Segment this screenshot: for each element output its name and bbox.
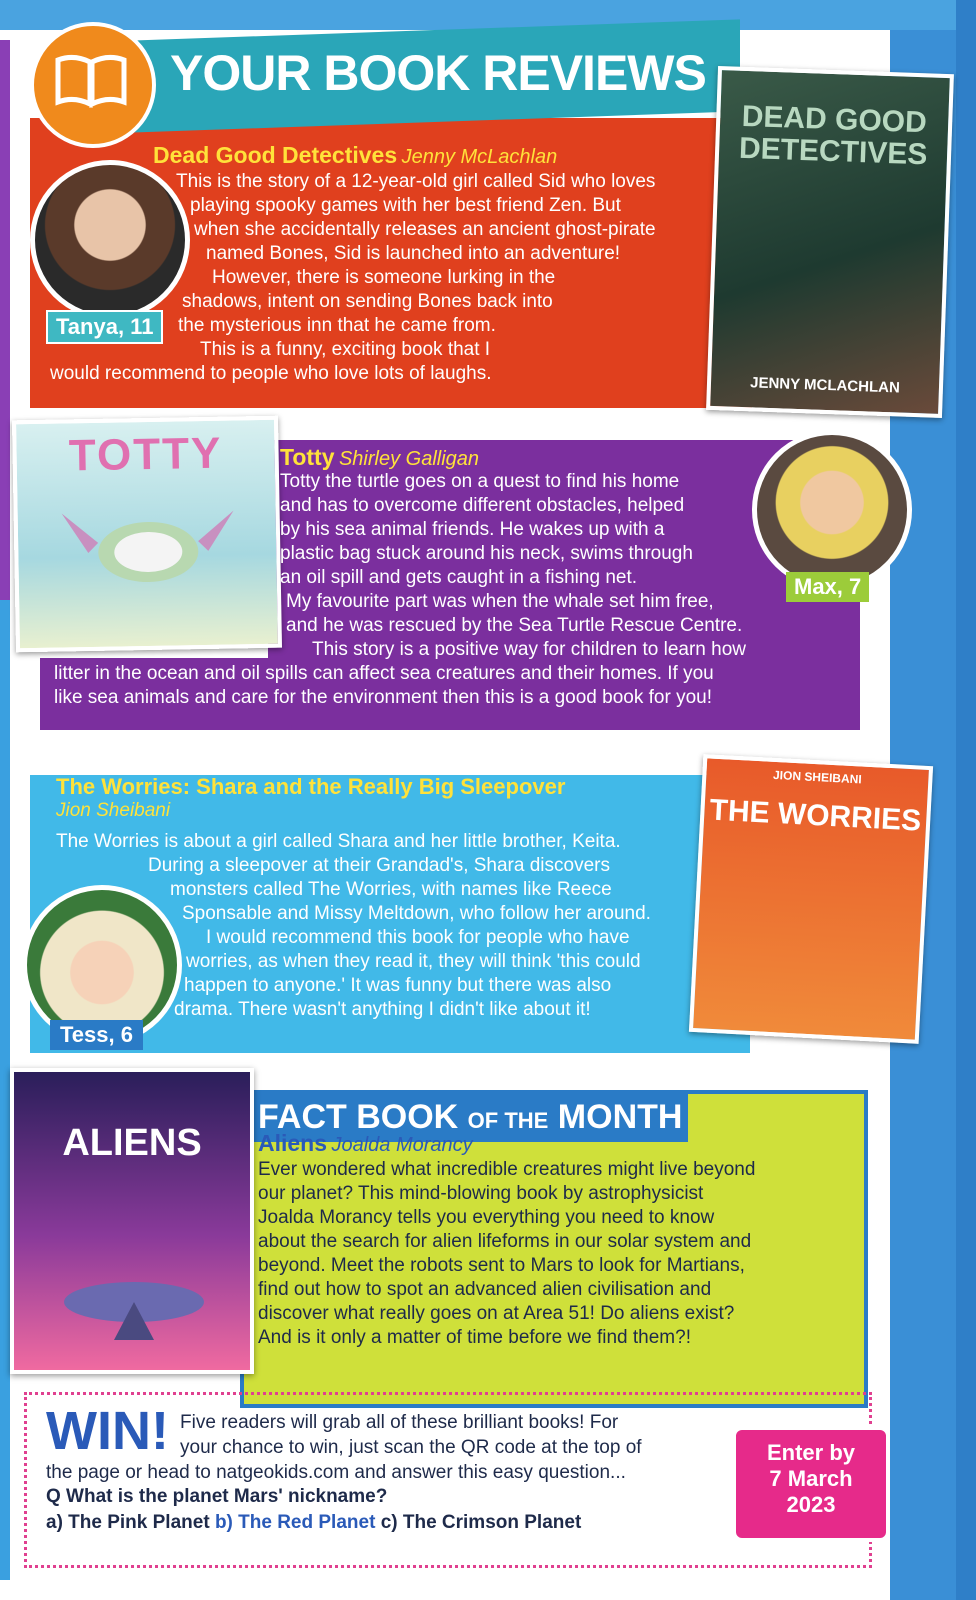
- fact-book-text: [258, 1158, 848, 1350]
- answer-option-c[interactable]: c) The Crimson Planet: [380, 1512, 582, 1533]
- reviewer-photo-max: [752, 430, 912, 590]
- reviewer-tag: Max, 7: [786, 572, 869, 602]
- reviewer-tag: Tess, 6: [50, 1020, 143, 1050]
- book-heading: [153, 142, 557, 169]
- review-line: litter in the ocean and oil spills can affect sea creatures and their homes. If you: [54, 663, 714, 684]
- review-text: [280, 470, 760, 662]
- cover-title: DEAD GOOD DETECTIVES: [738, 99, 928, 172]
- turtle-illustration: [57, 490, 239, 603]
- answer-option-a[interactable]: a) The Pink Planet: [46, 1512, 210, 1533]
- top-strip: [0, 0, 976, 30]
- review-line: I would recommend this book for people who have: [206, 927, 630, 948]
- review-line: and has to overcome different obstacles, helped: [280, 495, 685, 516]
- page-title: YOUR BOOK REVIEWS: [170, 45, 706, 101]
- review-line: This story is a positive way for children to learn how: [312, 639, 747, 660]
- review-line: worries, as when they read it, they will think 'this could: [186, 951, 641, 972]
- book-author: Jenny McLachlan: [401, 146, 558, 168]
- review-line: like sea animals and care for the environment then this is a good book for you!: [54, 687, 712, 708]
- review-line: The Worries is about a girl called Shara and her little brother, Keita.: [56, 831, 621, 852]
- reviewer-tag: Tanya, 11: [46, 310, 163, 344]
- competition-line: the page or head to natgeokids.com and answer this easy question...: [46, 1462, 626, 1483]
- book-cover-aliens: [10, 1068, 254, 1374]
- left-edge: [0, 40, 10, 600]
- cover-author: JENNY MCLACHLAN: [749, 374, 901, 397]
- fact-line: discover what really goes on at Area 51! Do aliens exist?: [258, 1303, 735, 1324]
- enter-by-year: 2023: [786, 1492, 836, 1517]
- review-line: However, there is someone lurking in the: [212, 267, 556, 288]
- book-title: Aliens: [258, 1130, 328, 1156]
- banner-text: MONTH: [557, 1098, 683, 1136]
- review-line: monsters called The Worries, with names like Reece: [170, 879, 612, 900]
- answer-option-b[interactable]: b) The Red Planet: [214, 1512, 376, 1533]
- fact-line: Joalda Morancy tells you everything you need to know: [258, 1207, 715, 1228]
- competition-line: Five readers will grab all of these brilliant books! For: [180, 1412, 619, 1433]
- competition-answers: [46, 1512, 581, 1534]
- banner-text: FACT BOOK: [258, 1098, 459, 1136]
- book-title: The Worries: Shara and the Really Big Sleepover: [56, 774, 566, 799]
- book-cover-the-worries: [689, 754, 933, 1044]
- review-line: My favourite part was when the whale set him free,: [286, 591, 714, 612]
- review-line: would recommend to people who love lots of laughs.: [50, 363, 492, 384]
- review-line: happen to anyone.' It was funny but there was also: [184, 975, 612, 996]
- review-line: plastic bag stuck around his neck, swims through: [280, 543, 693, 564]
- open-book-icon: [54, 52, 128, 108]
- competition-line: your chance to win, just scan the QR code at the top of: [180, 1437, 642, 1458]
- review-line: the mysterious inn that he came from.: [178, 315, 496, 336]
- cover-title: THE WORRIES: [708, 793, 922, 838]
- book-heading: [258, 1130, 473, 1157]
- review-line: Totty the turtle goes on a quest to find his home: [280, 471, 680, 492]
- cover-title: TOTTY: [68, 428, 223, 481]
- book-author: Shirley Galligan: [338, 448, 480, 470]
- review-line: This is a funny, exciting book that I: [200, 339, 491, 360]
- review-line: and he was rescued by the Sea Turtle Rescue Centre.: [286, 615, 743, 636]
- review-line: drama. There wasn't anything I didn't like about it!: [174, 999, 591, 1020]
- fact-line: beyond. Meet the robots sent to Mars to look for Martians,: [258, 1255, 745, 1276]
- review-line: by his sea animal friends. He wakes up with a: [280, 519, 665, 540]
- book-author: Jion Sheibani: [56, 800, 171, 821]
- page-edge: [956, 0, 976, 1600]
- review-line: During a sleepover at their Grandad's, Shara discovers: [148, 855, 610, 876]
- review-text: [176, 170, 716, 362]
- book-heading: [56, 774, 565, 822]
- review-line: an oil spill and gets caught in a fishing net.: [280, 567, 638, 588]
- fact-line: about the search for alien lifeforms in our solar system and: [258, 1231, 752, 1252]
- cover-title: ALIENS: [62, 1122, 202, 1164]
- book-title: Dead Good Detectives: [153, 142, 398, 168]
- fact-line: Ever wondered what incredible creatures might live beyond: [258, 1159, 756, 1180]
- left-edge-lower: [0, 600, 10, 1580]
- fact-line: find out how to spot an advanced alien civilisation and: [258, 1279, 712, 1300]
- win-heading: WIN!: [46, 1401, 169, 1461]
- review-line: This is the story of a 12-year-old girl called Sid who loves: [176, 171, 656, 192]
- book-cover-dead-good-detectives: [706, 66, 954, 418]
- review-line: named Bones, Sid is launched into an adventure!: [206, 243, 621, 264]
- enter-by-label: Enter by: [766, 1440, 856, 1465]
- book-cover-totty: [12, 416, 282, 653]
- review-line: playing spooky games with her best friend Zen. But: [190, 195, 621, 216]
- book-title: Totty: [280, 444, 335, 470]
- review-text-bottom: [54, 662, 834, 710]
- enter-by-date: 7 March: [769, 1466, 853, 1491]
- book-heading: [280, 444, 479, 471]
- book-author: Joalda Morancy: [331, 1134, 473, 1156]
- cover-author: JION SHEIBANI: [772, 767, 863, 787]
- review-line: Sponsable and Missy Meltdown, who follow her around.: [182, 903, 651, 924]
- fact-line: And is it only a matter of time before we find them?!: [258, 1327, 691, 1348]
- enter-by-badge: [732, 1426, 890, 1542]
- radio-telescope-illustration: [54, 1262, 214, 1342]
- competition-question: Q What is the planet Mars' nickname?: [46, 1486, 388, 1507]
- review-line: shadows, intent on sending Bones back into: [182, 291, 553, 312]
- banner-text-small: OF THE: [467, 1108, 549, 1133]
- review-line: when she accidentally releases an ancient ghost-pirate: [194, 219, 656, 240]
- reviewer-photo-tanya: [30, 160, 190, 320]
- fact-line: our planet? This mind-blowing book by astrophysicist: [258, 1183, 704, 1204]
